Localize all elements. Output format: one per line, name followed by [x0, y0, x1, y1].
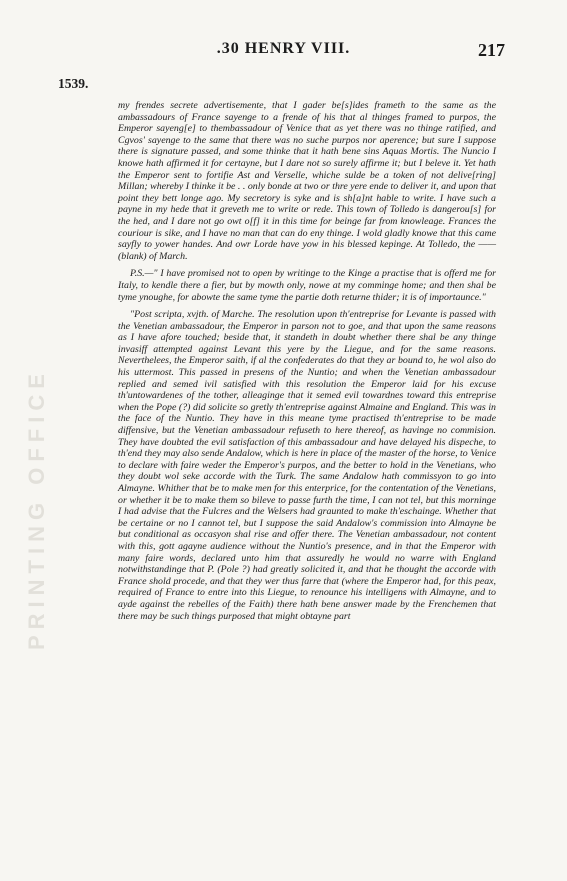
running-head: .30 HENRY VIII.	[216, 40, 351, 57]
page-number: 217	[478, 40, 505, 60]
margin-year: 1539.	[58, 76, 89, 91]
paragraph-postscript-2: "Post scripta, xvjth. of Marche. The resolution upon th'entreprise for Levante is passed with the Venetian ambassadour, the Emperor in parson not to goe, and that upon the same reasons as I have afore touched; beside that, it standeth in doubt whether there shal be any thinge invasiff attempted against Levant this yere by the Liegue, and for the same reasons. Neverthelees, the Emperor saith, if al the confederates do that they ar bound to, he wol also do his uttermost. This passed in presens of the Nuntio; and when the Venetian ambassadour replied and semed ivil satisfied with this resolution the Emperor laid for his excuse th'untowardenes of the tother, alleaginge that it semed evil towardnes toward this entreprise when the Pope (?) did solicite so gretly th'entreprise against Almaine and England. This was in the face of the Nuntio. They have in this meane tyme practised th'entreprise to be made diffensive, but the Venetian ambassadour refuseth to here thereof, as havinge no commision. They have doubted the evil satisfaction of this ambassadour and have delayed his dispeche, to th'end they may also sende Andalow, which is here in place of the master of the horse, to Venice to declare with faire weder the Emperor's purpos, and the better to hold in the Venetians, who they doubt wol seke accorde with the Turk. The same Andalow hath commissyon to go into Almayne. Whither that be to make men for this enterprice, for the contentation of the Venetians, or whether it be to make them so bileve to passe furth the time, I can not tel, but this morninge I had advise that the Fulcres and the Welsers had graunted to make th'eschainge. Whether that be certaine or no I cannot tel, but I suppose the said Andalow's commission into Almayne be but conditional as occasyon shal rise and offer there. The Venetian ambassadour, not content with this, gott agayne audience without the Nuntio's presence, and in that the Emperor with many faire words, declared unto him that assuredly he would no warre with England notwithstandinge that P. (Pole ?) had greatly solicited it, and that he thought the accorde with France shold procede, and that they wer thus farre that (where the Emperor had, for this peax, required of France to entre into this Liegue, to renounce his intelligens with Almayne, and to ayde against the rebelles of the Faith) there hath bene answer made by the Frenchemen that there may be such things purposed that might obtayne part	[118, 309, 496, 622]
side-watermark: PRINTING OFFICE	[24, 368, 49, 650]
letter-body	[118, 100, 496, 628]
page-header	[0, 40, 567, 64]
paragraph-postscript-1: P.S.—" I have promised not to open by writinge to the Kinge a practise that is offerd me for Italy, to kendle there a fier, but by mowth only, nowe at my comminge home; and then shal be tyme ynoughe, for abowte the same tyme the partie doth returne thider; it is of importaunce."	[118, 268, 496, 303]
paragraph-letter-end: my frendes secrete advertisemente, that I gader be[s]ides frameth to the same as the ambassadours of France sayenge to a frende of his that al thinges framed to purpos, the Emperor sayeng[e] to thembassadour of Venice that as yet there was no thinge ratified, and Cgvos' sayenge to the same that there was no suche purpos nor aperence; but sure I suppose there is signature passed, and some thinke that it hath bene sins Aquas Mortis. The Nuncio I knowe hath affirmed it for certayne, but I dare not so surely affirme it; but I beleve it. Yet hath the Emperor sent to fortifie Ast and Verselle, whiche sulde be a token of not delive[ring] Millan; whereby I thinke it be . . only bonde at two or thre yere ende to deliver it, and upon that point they bett longe ago. My secretory is syke and is sh[a]nt hable to write. I have such a payne in my hede that it greveth me to write or rede. This town of Tolledo is dangerou[s] for the hed, and I dare not go owt o[f] it in this time for beinge far from knowleage. Frances the couriour is sike, and I have no man that can do eny thinge. I wold gladly knowe that this came sayfly to yower handes. And owr Lorde have yow in his blessed kepinge. At Tolledo, the —— (blank) of March.	[118, 100, 496, 262]
